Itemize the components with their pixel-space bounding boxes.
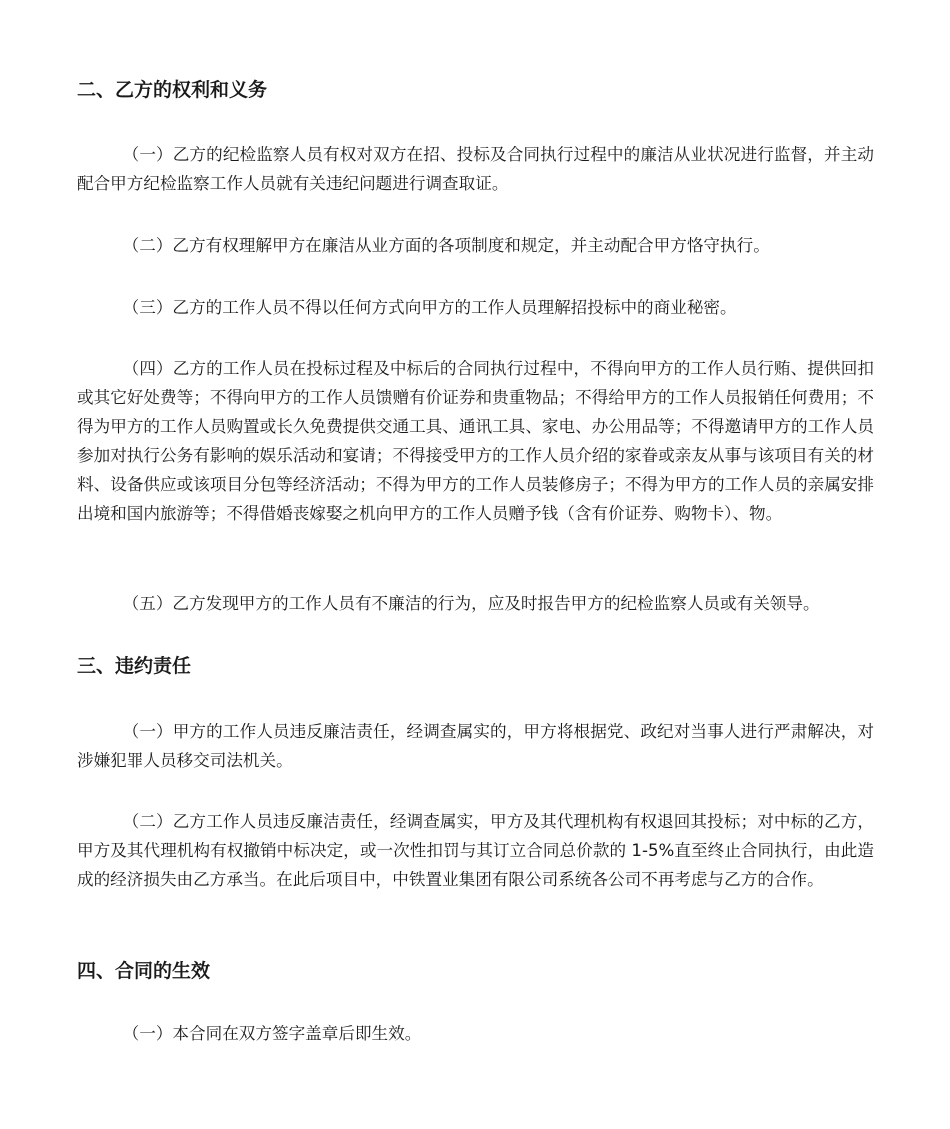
section-heading-breach-liability: 三、违约责任 <box>77 655 192 677</box>
paragraph-2-5: （五）乙方发现甲方的工作人员有不廉洁的行为，应及时报告甲方的纪检监察人员或有关领导。 <box>122 594 820 613</box>
paragraph-2-2: （二）乙方有权理解甲方在廉洁从业方面的各项制度和规定，并主动配合甲方恪守执行。 <box>122 236 770 255</box>
section-heading-contract-effect: 四、合同的生效 <box>77 960 211 982</box>
paragraph-4-1: （一）本合同在双方签字盖章后即生效。 <box>122 1024 422 1043</box>
paragraph-3-2: （二）乙方工作人员违反廉洁责任，经调查属实，甲方及其代理机构有权退回其投标；对中标的乙方，甲方及其代理机构有权撤销中标决定，或一次性扣罚与其订立合同总价款的 1-5%直至终止合同执行，由此造成的经济损失由乙方承当。在此后项目中，中铁置业集团有限公司系统各公司不再考虑与乙方的合作。 <box>77 812 874 889</box>
paragraph-3-1: （一）甲方的工作人员违反廉洁责任，经调查属实的，甲方将根据党、政纪对当事人进行严肃解决，对涉嫌犯罪人员移交司法机关。 <box>77 722 874 770</box>
paragraph-2-3: （三）乙方的工作人员不得以任何方式向甲方的工作人员理解招投标中的商业秘密。 <box>122 298 737 317</box>
paragraph-2-1: （一）乙方的纪检监察人员有权对双方在招、投标及合同执行过程中的廉洁从业状况进行监督，并主动配合甲方纪检监察工作人员就有关违纪问题进行调查取证。 <box>77 145 874 193</box>
paragraph-2-4: （四）乙方的工作人员在投标过程及中标后的合同执行过程中，不得向甲方的工作人员行贿、提供回扣或其它好处费等；不得向甲方的工作人员馈赠有价证券和贵重物品；不得给甲方的工作人员报销任何费用；不得为甲方的工作人员购置或长久免费提供交通工具、通讯工具、家电、办公用品等；不得邀请甲方的工作人员参加对执行公务有影响的娱乐活动和宴请；不得接受甲方的工作人员介绍的家眷或亲友从事与该项目有关的材料、设备供应或该项目分包等经济活动；不得为甲方的工作人员装修房子；不得为甲方的工作人员的亲属安排出境和国内旅游等；不得借婚丧嫁娶之机向甲方的工作人员赠予钱（含有价证券、购物卡）、物。 <box>77 359 874 523</box>
section-heading-rights-obligations: 二、乙方的权利和义务 <box>77 79 268 101</box>
